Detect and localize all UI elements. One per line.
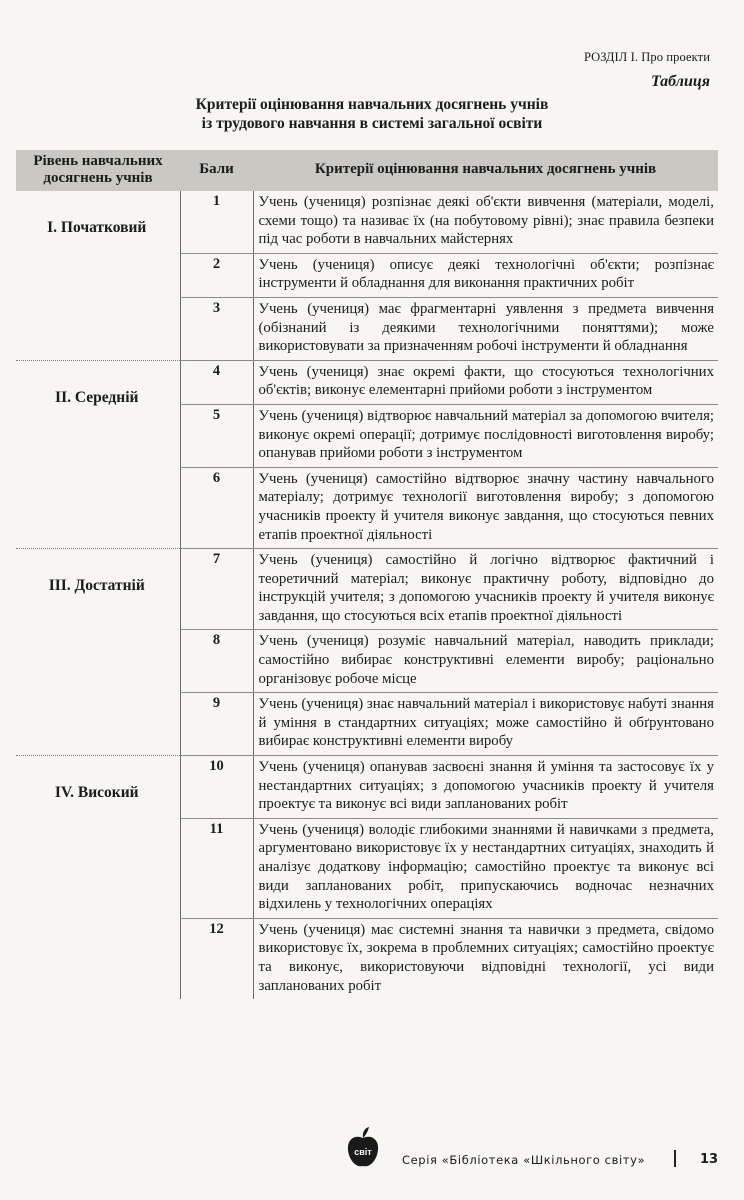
header-criteria: Критерії оцінювання навчальних досягнень учнів	[253, 150, 718, 191]
table-title-line-1: Критерії оцінювання навчальних досягнень учнів	[195, 96, 549, 113]
criteria-cell: Учень (учениця) має фрагментарні уявлення з предмета вивчення (обізнаний із деякими технологічними поняттями); може використовувати за призначенням робочі інструменти й обладнання	[253, 297, 718, 360]
points-cell: 12	[180, 918, 253, 999]
header-level-line-2: досягнень учнів	[43, 170, 153, 186]
points-cell: 1	[180, 191, 253, 253]
page-number: 13	[700, 1152, 719, 1167]
header-level	[16, 150, 180, 191]
table-title-line-2: із трудового навчання в системі загальної освіти	[201, 115, 543, 132]
table-header-row	[16, 150, 718, 191]
header-points: Бали	[180, 150, 253, 191]
level-cell: II. Середній	[16, 360, 180, 548]
points-cell: 11	[180, 818, 253, 918]
criteria-cell: Учень (учениця) опанував засвоєні знання й уміння та застосовує їх у нестандартних ситуаціях; з допомогою учасників проекту й учителя проектує та виконує всі види запланованих робіт	[253, 756, 718, 819]
criteria-cell: Учень (учениця) розуміє навчальний матеріал, наводить приклади; самостійно вибирає конструктивні елементи виробу; раціонально організовує робоче місце	[253, 630, 718, 693]
criteria-cell: Учень (учениця) розпізнає деякі об'єкти вивчення (матеріали, моделі, схеми тощо) та називає їх (на побутовому рівні); знає правила безпеки під час роботи в навчальних майстернях	[253, 191, 718, 253]
criteria-cell: Учень (учениця) самостійно відтворює значну частину навчального матеріалу; дотримує технології виготовлення виробу; з допомогою учасників проекту й учителя виконує завдання, що стосуються певних етапів проектної діяльності	[253, 467, 718, 548]
level-cell: І. Початковий	[16, 191, 180, 360]
page-footer	[0, 1146, 744, 1176]
points-cell: 8	[180, 630, 253, 693]
table-row	[16, 756, 718, 819]
criteria-table	[16, 150, 718, 999]
points-cell: 6	[180, 467, 253, 548]
criteria-cell: Учень (учениця) відтворює навчальний матеріал за допомогою вчителя; виконує окремі операції; дотримує послідовності виготовлення виробу; опанував прийоми роботи з інструментом	[253, 404, 718, 467]
criteria-cell: Учень (учениця) самостійно й логічно відтворює фактичний і теоретичний матеріал; виконує практичну роботу, відповідно до інструкцій учителя; з допомогою учасників проекту й учителя виконує завдання, що стосуються всіх етапів проектної діяльності	[253, 549, 718, 630]
table-title	[0, 95, 744, 133]
points-cell: 5	[180, 404, 253, 467]
points-cell: 9	[180, 693, 253, 756]
criteria-cell: Учень (учениця) володіє глибокими знаннями й навичками з предмета, аргументовано використовує їх у нестандартних ситуаціях, знаходить й аналізує додаткову інформацію; самостійно проектує та виконує всі види запланованих робіт, припускаючись водночас незначних відхилень у технологічних операціях	[253, 818, 718, 918]
criteria-cell: Учень (учениця) знає навчальний матеріал і використовує набуті знання й уміння в стандартних ситуаціях; може самостійно й обґрунтовано вибирає конструктивні елементи виробу	[253, 693, 718, 756]
header-level-line-1: Рівень навчальних	[33, 152, 163, 169]
points-cell: 7	[180, 549, 253, 630]
points-cell: 4	[180, 360, 253, 404]
criteria-table-container	[16, 150, 718, 999]
points-cell: 10	[180, 756, 253, 819]
table-row	[16, 360, 718, 404]
level-cell: III. Достатній	[16, 549, 180, 756]
table-label: Таблиця	[650, 73, 710, 90]
logo-text: світ	[354, 1147, 372, 1157]
table-row	[16, 549, 718, 630]
footer-divider	[674, 1150, 676, 1167]
points-cell: 3	[180, 297, 253, 360]
level-cell: IV. Високий	[54, 784, 139, 802]
running-head: РОЗДІЛ І. Про проекти	[583, 50, 710, 64]
criteria-cell: Учень (учениця) знає окремі факти, що стосуються технологічних об'єктів; виконує елементарні прийоми роботи з інструментом	[253, 360, 718, 404]
criteria-cell: Учень (учениця) описує деякі технологічні об'єкти; розпізнає інструменти й обладнання для виконання практичних робіт	[253, 253, 718, 297]
points-cell: 2	[180, 253, 253, 297]
series-title: Серія «Бібліотека «Шкільного світу»	[402, 1153, 646, 1167]
table-row	[16, 191, 718, 253]
criteria-cell: Учень (учениця) має системні знання та навички з предмета, свідомо використовує їх, зокрема в проблемних ситуаціях; самостійно проектує та виконує, використовуючи відповідні технології, усі види запланованих робіт	[258, 921, 714, 994]
apple-logo-icon	[346, 1126, 380, 1170]
